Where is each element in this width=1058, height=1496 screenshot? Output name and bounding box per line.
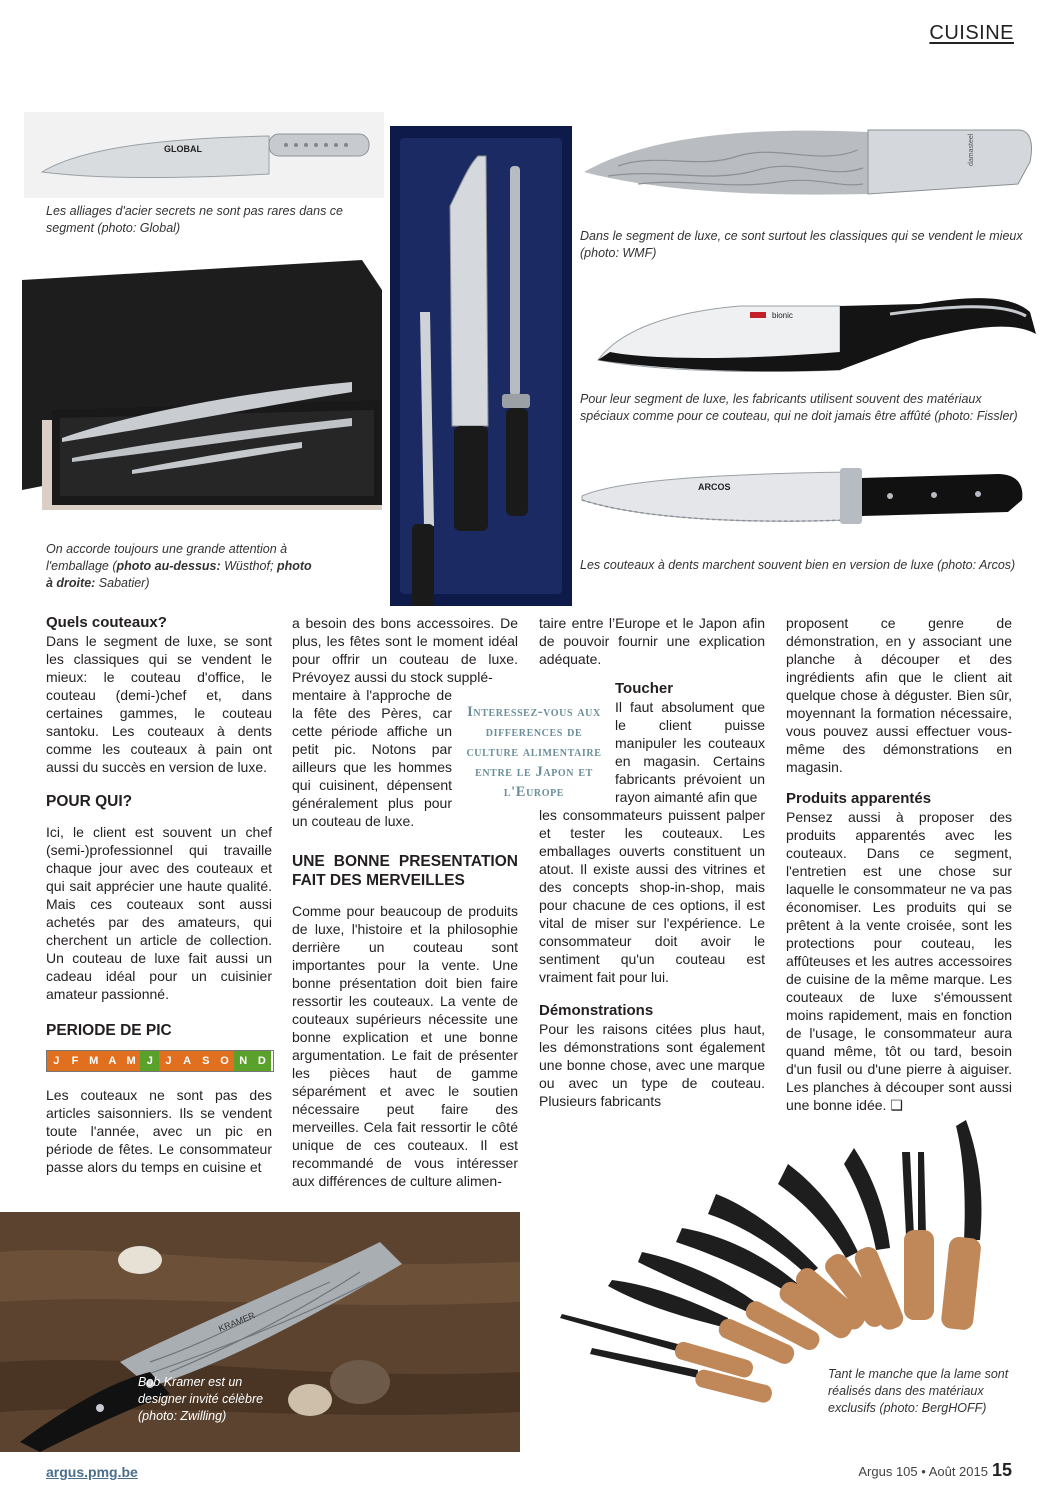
month-sep: S [197,1051,216,1071]
caption-wmf: Dans le segment de luxe, ce sont surtout les classiques qui se vendent le mieux (photo: WMF) [580,229,1023,260]
heading-demonstrations: Démonstrations [539,1002,654,1019]
caption-arcos: Les couteaux à dents marchent souvent bien en version de luxe (photo: Arcos) [580,558,1016,572]
fissler-knife-photo [590,290,1040,380]
footer-site-link[interactable]: argus.pmg.be [46,1464,138,1480]
caption-berghoff: Tant le manche que la lame sont réalisés dans des matériaux exclusifs (photo: BergHOFF) [828,1367,1009,1415]
zwilling-brand-label: KRAMER [217,1310,257,1334]
month-jul: J [159,1051,178,1071]
heading-bonne-presentation: UNE BONNE PRESENTATION FAIT DES MERVEILLES [292,853,518,889]
caption-global: Les alliages d'acier secrets ne sont pas rares dans ce segment (photo: Global) [46,204,343,235]
paragraph-accessoires: a besoin des bons accessoires. De plus, les fêtes sont le moment idéal pour offrir un couteau de luxe. Prévoyez aussi du stock supplé- [292,615,518,685]
paragraph-produits-apparentes-text: Pensez aussi à proposer des produits apparentés avec les couteaux. Dans ce segment, l'entretien est une chose sur laquelle le consommateur ne va pas économiser. Les produits qui se prêtent à la vente croisée, sont les protections pour couteau, les affûteuses et les autres accessoires de cuisine de la même marque. Les couteaux de luxe s'émoussent moins rapidement, mais en fonction de l'usage, le consommateur aura quand même, tôt ou tard, besoin d'un fusil ou d'une pierre à aiguiser. Les planches à découper sont aussi une bonne idée. [786,809,1012,1113]
month-oct: O [215,1051,234,1071]
column-2 [292,614,518,1190]
caption-packaging-d: photo à droite: [46,559,312,590]
paragraph-explication: taire entre l’Europe et le Japon afin de pouvoir fournir une explication adéquate. [539,615,765,667]
month-calendar [46,1050,274,1072]
column-1 [46,614,272,1176]
month-dec: D [253,1051,272,1071]
heading-toucher: Toucher [615,680,674,697]
month-jan: J [47,1051,66,1071]
paragraph-periode-de-pic: Les couteaux ne sont pas des articles saisonniers. Ils se vendent toute l'année, avec un pic en période de fêtes. Le consommateur passe alors du temps en cuisine et [46,1087,272,1175]
global-knife-photo [24,112,384,198]
paragraph-pour-qui: Ici, le client est souvent un chef (semi-)professionnel qui travaille chaque jour avec des couteaux et qui sait apprécier une haute qualité. Mais ces couteaux sont aussi achetés par des amateurs, qui cherchent un article de collection. Un couteau de luxe fait aussi un cadeau idéal pour un cuisinier amateur passionné. [46,824,272,1002]
wmf-knife-photo [578,122,1038,222]
page-number: 15 [991,1460,1012,1480]
month-may: M [122,1051,141,1071]
fissler-brand-label: bionic [772,311,793,320]
caption-zwilling: Bob Kramer est un designer invité célèbre (photo: Zwilling) [138,1375,264,1423]
paragraph-demonstration-magasin: proposent ce genre de démonstration, en y associant une planche à découper et des ingrédients afin que le client ait quelque chose à déguster. Bien sûr, moyennant la formation nécessaire, vous pouvez aussi effectuer vous-même des démonstrations en magasin. [786,615,1012,775]
footer-issue-label: Argus 105 • Août 2015 [858,1464,988,1479]
paragraph-bonne-presentation: Comme pour beaucoup de produits de luxe, l'histoire et la philosophie derrière un couteau sont importantes pour la vente. Une bonne présentation doit bien faire ressortir les couteaux. La vente de couteaux supérieurs nécessite une bonne explication et une bonne argumentation. Le fait de présenter les pièces haut de gamme séparément et avec le soutien nécessaire peut faire des merveilles. Cela fait ressortir le côté unique de ces couteaux. Il est recommandé de vous intéresser aux différences de culture alimen- [292,903,518,1189]
column-3 [539,614,765,1110]
caption-fissler: Pour leur segment de luxe, les fabricants utilisent souvent des matériaux spéciaux comme pour ce couteau, qui ne doit jamais être affûté (photo: Fissler) [580,392,1018,423]
paragraph-quels-couteaux: Dans le segment de luxe, se sont les classiques qui se vendent le mieux: le couteau d'office, le couteau (demi-)chef et, dans certaines gammes, le couteau santoku. Les couteaux à dents comme les couteaux à pain ont aussi du succès en version de luxe. [46,633,272,775]
month-aug: A [178,1051,197,1071]
month-mar: M [84,1051,103,1071]
end-mark: ❑ [890,1097,903,1113]
heading-pour-qui: POUR QUI? [46,793,133,810]
heading-quels-couteaux: Quels couteaux? [46,614,167,631]
berghoff-knife-set [560,1120,982,1404]
arcos-brand-label: ARCOS [698,482,731,492]
caption-packaging-c: Wüsthof; [220,559,277,573]
arcos-knife-photo [578,460,1038,540]
wmf-brand-label: damasteel [968,133,975,166]
paragraph-demonstrations: Pour les raisons citées plus haut, les démonstrations sont également une bonne chose, avec une marque ou avec un type de couteau. Plusieurs fabricants [539,1021,765,1109]
month-apr: A [103,1051,122,1071]
caption-packaging-a: On accorde toujours une grande attention à l'emballage ( [46,542,288,573]
footer-issue [858,1460,1012,1481]
month-nov: N [234,1051,253,1071]
heading-periode-de-pic: PERIODE DE PIC [46,1022,172,1039]
column-4 [786,614,1012,1114]
paragraph-toucher: les consommateurs puissent palper et tester les couteaux. Les emballages ouverts constituent un atout. Il existe aussi des vitrines et des concepts shop-in-shop, mais pour chacune de ces options, il est vital de miser sur l'expérience. Le consommateur doit avoir le sentiment qu'un couteau est vraiment fait pour lui. [539,807,765,985]
caption-packaging [46,541,312,592]
caption-packaging-b: photo au-dessus: [116,559,221,573]
paragraph-toucher-wrap: Il faut absolument que le client puisse manipuler les couteaux en magasin. Certains fabricants prévoient un rayon aimanté afin que [615,699,765,805]
global-brand-label: GLOBAL [164,144,202,154]
pull-quote: Interessez-vous aux differences de culture alimentaire entre le Japon et l'Europe [466,704,602,800]
sabatier-box-photo [390,126,572,606]
wusthof-box-photo [22,260,382,510]
caption-packaging-e: Sabatier) [95,576,150,590]
month-feb: F [66,1051,85,1071]
section-header: CUISINE [929,22,1014,44]
paragraph-produits-apparentes [786,808,1012,1114]
paragraph-fete-des-peres: mentaire à l'approche de la fête des Pères, car cette période affiche un petit pic. Notons par ailleurs que les hommes qui cuisinent, dépensent généralement plus pour un couteau de luxe. [292,687,452,829]
month-jun: J [140,1051,159,1071]
heading-produits-apparentes: Produits apparentés [786,790,932,807]
